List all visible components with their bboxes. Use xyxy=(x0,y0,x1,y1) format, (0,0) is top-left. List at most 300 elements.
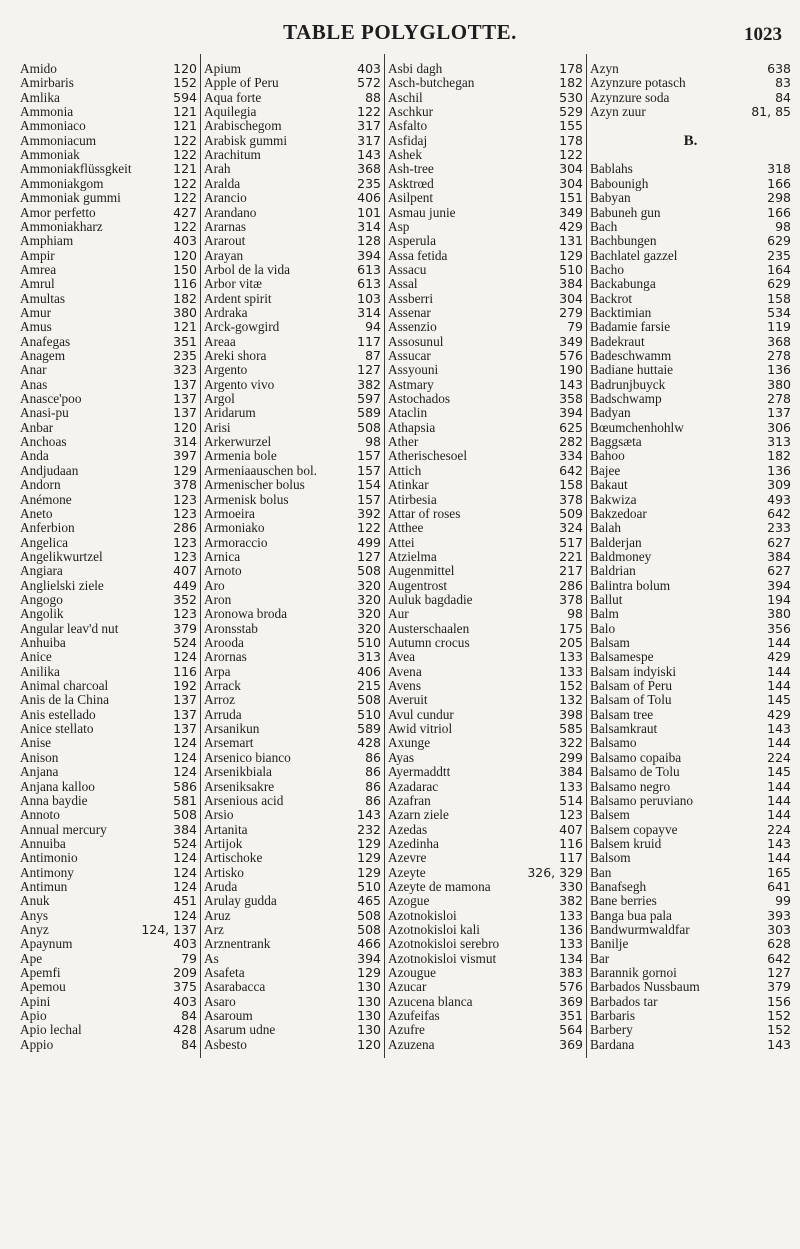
entry-term: Arbol de la vida xyxy=(204,261,291,277)
entry-term: Armeniaauschen bol. xyxy=(204,462,317,478)
entry-term: Astochados xyxy=(388,391,451,407)
entry-term: Bahoo xyxy=(590,448,625,464)
entry-page: 613 xyxy=(357,276,381,292)
index-column-2 xyxy=(200,54,384,1058)
entry-term: Arseniksakre xyxy=(204,778,275,794)
entry-term: Annual mercury xyxy=(20,821,107,837)
entry-term: Anémone xyxy=(20,491,72,507)
entry-term: Angiara xyxy=(20,563,63,579)
entry-term: Angelica xyxy=(20,534,68,550)
entry-page: 145 xyxy=(767,692,791,708)
entry-page: 394 xyxy=(559,405,583,421)
entry-term: Bar xyxy=(590,950,610,966)
entry-page: 368 xyxy=(767,333,791,349)
entry-page: 152 xyxy=(767,1022,791,1038)
entry-term: Amor perfetto xyxy=(20,204,96,220)
entry-page: 101 xyxy=(357,204,381,220)
entry-term: Balsam tree xyxy=(590,706,654,722)
entry-term: Ammoniakharz xyxy=(20,218,103,234)
entry-term: Balsamo xyxy=(590,735,637,751)
entry-page: 298 xyxy=(767,190,791,206)
entry-page: 131 xyxy=(559,233,583,249)
entry-page: 116 xyxy=(173,663,197,679)
entry-term: Ammoniakflüssgkeit xyxy=(20,161,132,177)
entry-term: Arayan xyxy=(204,247,244,263)
entry-term: Arsenikbiala xyxy=(204,764,272,780)
entry-page: 122 xyxy=(173,218,197,234)
entry-term: Badeschwamm xyxy=(590,348,672,363)
entry-page: 143 xyxy=(357,147,381,163)
entry-term: Argol xyxy=(204,391,235,407)
entry-page: 393 xyxy=(767,907,791,923)
entry-term: Azafran xyxy=(388,792,431,808)
entry-term: Attar of roses xyxy=(388,505,461,521)
entry-page: 129 xyxy=(357,835,381,851)
entry-page: 129 xyxy=(357,850,381,866)
entry-term: Azotnokisloi kali xyxy=(388,922,480,937)
entry-page: 182 xyxy=(767,448,791,464)
entry-page: 158 xyxy=(767,290,791,306)
entry-term: Avens xyxy=(388,678,421,694)
entry-term: Anbar xyxy=(20,419,54,435)
entry-page: 286 xyxy=(173,520,197,536)
entry-page: 116 xyxy=(173,276,197,292)
entry-page: 129 xyxy=(357,965,381,981)
entry-page: 351 xyxy=(559,1008,583,1024)
entry-page: 303 xyxy=(767,922,791,937)
entry-term: Ayas xyxy=(388,749,415,765)
entry-term: Aronowa broda xyxy=(204,606,288,622)
entry-term: Ammoniakgom xyxy=(20,175,104,191)
entry-term: Asmau junie xyxy=(388,204,456,220)
entry-page: 449 xyxy=(173,577,197,593)
entry-term: Atinkar xyxy=(388,477,429,493)
entry-page: 133 xyxy=(559,663,583,679)
entry-page: 642 xyxy=(559,462,583,478)
entry-page: 394 xyxy=(357,950,381,966)
entry-term: Angogo xyxy=(20,591,63,607)
entry-term: Balsem xyxy=(590,807,630,823)
entry-page: 320 xyxy=(357,606,381,622)
entry-term: Arsenious acid xyxy=(204,792,284,808)
entry-page: 407 xyxy=(559,821,583,837)
entry-term: Antimonio xyxy=(20,850,78,866)
entry-term: Aschkur xyxy=(388,104,434,120)
entry-term: Amrul xyxy=(20,276,55,292)
entry-term: Artischoke xyxy=(204,850,263,866)
entry-page: 356 xyxy=(767,620,791,636)
entry-page: 524 xyxy=(173,835,197,851)
entry-page: 122 xyxy=(173,147,197,163)
entry-page: 122 xyxy=(173,175,197,191)
entry-page: 133 xyxy=(559,778,583,794)
entry-term: Banafsegh xyxy=(590,878,647,894)
entry-term: Apemou xyxy=(20,979,66,995)
entry-page: 124, 137 xyxy=(141,922,197,937)
entry-term: Augenmittel xyxy=(388,563,455,579)
entry-page: 205 xyxy=(559,635,583,650)
entry-term: Anys xyxy=(20,907,49,923)
entry-term: Augentrost xyxy=(388,577,448,593)
entry-page: 129 xyxy=(559,247,583,263)
entry-page: 349 xyxy=(559,333,583,349)
entry-page: 123 xyxy=(559,807,583,823)
entry-term: Asperula xyxy=(388,233,436,249)
entry-page: 182 xyxy=(559,75,583,91)
entry-page: 564 xyxy=(559,1022,583,1038)
entry-page: 510 xyxy=(559,261,583,277)
entry-page: 382 xyxy=(559,893,583,909)
entry-term: Bachlatel gazzel xyxy=(590,247,678,263)
entry-page: 137 xyxy=(173,405,197,421)
entry-page: 145 xyxy=(767,764,791,780)
entry-page: 278 xyxy=(767,348,791,363)
entry-term: Anferbion xyxy=(20,520,75,536)
entry-term: Ammoniaco xyxy=(20,118,86,134)
entry-term: Ather xyxy=(388,434,419,450)
entry-page: 144 xyxy=(767,678,791,694)
entry-page: 84 xyxy=(775,89,791,105)
entry-term: Artanita xyxy=(204,821,248,837)
index-entry xyxy=(201,1035,384,1055)
entry-term: Baldmoney xyxy=(590,548,652,564)
entry-term: Azeyte de mamona xyxy=(388,878,491,894)
entry-term: Arnica xyxy=(204,548,241,564)
entry-term: Assucar xyxy=(388,348,431,363)
entry-page: 309 xyxy=(767,477,791,493)
entry-page: 116 xyxy=(559,835,583,851)
entry-term: Apemfi xyxy=(20,965,61,981)
entry-page: 209 xyxy=(173,965,197,981)
entry-term: Anar xyxy=(20,362,47,378)
page-header xyxy=(0,0,800,52)
entry-term: Assosunul xyxy=(388,333,444,349)
entry-page: 406 xyxy=(357,663,381,679)
entry-page: 166 xyxy=(767,204,791,220)
entry-term: Amphiam xyxy=(20,233,74,249)
entry-page: 383 xyxy=(559,965,583,981)
entry-page: 428 xyxy=(357,735,381,751)
entry-term: Asilpent xyxy=(388,190,434,206)
entry-page: 429 xyxy=(559,218,583,234)
entry-term: Arsio xyxy=(204,807,234,823)
entry-page: 120 xyxy=(173,247,197,263)
index-entry xyxy=(385,1035,586,1055)
entry-page: 233 xyxy=(767,520,791,536)
entry-page: 380 xyxy=(173,304,197,320)
entry-term: Babyan xyxy=(590,190,631,206)
entry-page: 154 xyxy=(357,477,381,493)
entry-term: Barbery xyxy=(590,1022,633,1038)
entry-term: Ararout xyxy=(204,233,246,249)
entry-term: Anasce'poo xyxy=(20,391,82,407)
index-column-4 xyxy=(586,54,794,1058)
entry-page: 279 xyxy=(559,304,583,320)
entry-page: 232 xyxy=(357,821,381,837)
entry-page: 157 xyxy=(357,448,381,464)
entry-page: 127 xyxy=(357,362,381,378)
entry-page: 317 xyxy=(357,132,381,148)
entry-page: 143 xyxy=(767,721,791,737)
entry-page: 157 xyxy=(357,462,381,478)
entry-page: 509 xyxy=(559,505,583,521)
entry-term: Antimony xyxy=(20,864,74,880)
entry-term: Argento vivo xyxy=(204,376,275,392)
entry-term: Aruda xyxy=(204,878,238,894)
entry-term: Anise xyxy=(20,735,52,751)
entry-term: Atthee xyxy=(388,520,424,536)
entry-page: 120 xyxy=(173,61,197,76)
entry-page: 384 xyxy=(173,821,197,837)
entry-page: 83 xyxy=(775,75,791,91)
entry-page: 157 xyxy=(357,491,381,507)
entry-term: Balsam of Peru xyxy=(590,678,672,694)
entry-page: 403 xyxy=(173,936,197,952)
entry-page: 428 xyxy=(173,1022,197,1038)
entry-term: Armenia bole xyxy=(204,448,277,464)
entry-page: 586 xyxy=(173,778,197,794)
entry-page: 322 xyxy=(559,735,583,751)
entry-page: 84 xyxy=(181,1008,197,1024)
entry-page: 123 xyxy=(173,505,197,521)
entry-term: Arisi xyxy=(204,419,231,435)
index-entry xyxy=(587,1035,794,1055)
entry-page: 164 xyxy=(767,261,791,277)
entry-page: 398 xyxy=(559,706,583,722)
entry-term: Asktrœd xyxy=(388,175,434,191)
entry-term: Astmary xyxy=(388,376,434,392)
entry-term: Arancio xyxy=(204,190,247,206)
entry-term: Balsamkraut xyxy=(590,721,658,737)
entry-term: Balo xyxy=(590,620,616,636)
entry-page: 120 xyxy=(173,419,197,435)
entry-page: 589 xyxy=(357,721,381,737)
entry-term: Asfalto xyxy=(388,118,428,134)
entry-page: 178 xyxy=(559,61,583,76)
entry-page: 314 xyxy=(173,434,197,450)
entry-term: Balah xyxy=(590,520,622,536)
entry-term: Amlika xyxy=(20,89,60,105)
entry-term: Balsamo de Tolu xyxy=(590,764,680,780)
entry-page: 152 xyxy=(767,1008,791,1024)
entry-page: 406 xyxy=(357,190,381,206)
entry-page: 403 xyxy=(173,233,197,249)
entry-term: Arornas xyxy=(204,649,247,665)
entry-page: 314 xyxy=(357,218,381,234)
entry-term: Azarn ziele xyxy=(388,807,449,823)
entry-term: Asp xyxy=(388,218,410,234)
entry-term: Anilika xyxy=(20,663,60,679)
entry-page: 130 xyxy=(357,1022,381,1038)
entry-term: Babounigh xyxy=(590,175,649,191)
entry-term: Antimun xyxy=(20,878,68,894)
entry-page: 320 xyxy=(357,577,381,593)
entry-term: Bach xyxy=(590,218,618,234)
entry-term: Areaa xyxy=(204,333,236,349)
entry-page: 282 xyxy=(559,434,583,450)
entry-term: Angular leav'd nut xyxy=(20,620,119,636)
entry-page: 224 xyxy=(767,821,791,837)
entry-page: 306 xyxy=(767,419,791,435)
entry-page: 392 xyxy=(357,505,381,521)
entry-term: Anis estellado xyxy=(20,706,96,722)
entry-page: 127 xyxy=(767,965,791,981)
entry-page: 123 xyxy=(173,606,197,622)
entry-page: 625 xyxy=(559,419,583,435)
entry-page: 326, 329 xyxy=(527,864,583,880)
entry-page: 144 xyxy=(767,807,791,823)
entry-page: 382 xyxy=(357,376,381,392)
entry-page: 510 xyxy=(357,635,381,650)
entry-term: Anna baydie xyxy=(20,792,88,808)
entry-term: Azufeifas xyxy=(388,1008,440,1024)
entry-page: 122 xyxy=(357,520,381,536)
entry-page: 517 xyxy=(559,534,583,550)
entry-term: Ammoniak gummi xyxy=(20,190,121,206)
entry-term: Arnoto xyxy=(204,563,242,579)
entry-page: 508 xyxy=(357,907,381,923)
entry-term: Balsem copayve xyxy=(590,821,678,837)
entry-page: 508 xyxy=(357,419,381,435)
entry-page: 585 xyxy=(559,721,583,737)
entry-term: Areki shora xyxy=(204,348,267,363)
index-table xyxy=(20,54,798,1058)
entry-page: 151 xyxy=(559,190,583,206)
entry-term: Azuzena xyxy=(388,1036,435,1052)
entry-term: Banga bua pala xyxy=(590,907,672,923)
entry-term: Barbaris xyxy=(590,1008,636,1024)
entry-page: 221 xyxy=(559,548,583,564)
entry-term: Asaroum xyxy=(204,1008,253,1024)
entry-page: 86 xyxy=(365,749,381,765)
entry-page: 320 xyxy=(357,620,381,636)
entry-term: Aralda xyxy=(204,175,241,191)
entry-term: Azogue xyxy=(388,893,430,909)
entry-term: Azotnokisloi serebro xyxy=(388,936,500,952)
entry-page: 313 xyxy=(357,649,381,665)
entry-term: Arrack xyxy=(204,678,241,694)
entry-term: Balsam indyiski xyxy=(590,663,677,679)
entry-term: Apio xyxy=(20,1008,47,1024)
entry-page: 304 xyxy=(559,161,583,177)
entry-page: 318 xyxy=(767,161,791,177)
entry-page: 120 xyxy=(357,1036,381,1052)
entry-page: 94 xyxy=(365,319,381,335)
entry-page: 628 xyxy=(767,936,791,952)
entry-page: 122 xyxy=(357,104,381,120)
entry-page: 508 xyxy=(357,692,381,708)
entry-page: 136 xyxy=(767,362,791,378)
entry-term: Balsom xyxy=(590,850,631,866)
entry-term: Balsamespe xyxy=(590,649,654,665)
entry-page: 124 xyxy=(173,864,197,880)
entry-term: Bane berries xyxy=(590,893,657,909)
entry-page: 133 xyxy=(559,907,583,923)
entry-term: Apini xyxy=(20,993,51,1009)
entry-page: 122 xyxy=(559,147,583,163)
entry-page: 194 xyxy=(767,591,791,607)
entry-term: Azynzure potasch xyxy=(590,75,686,91)
entry-term: Azynzure soda xyxy=(590,89,670,105)
entry-term: Arooda xyxy=(204,635,244,650)
index-entry xyxy=(20,1035,200,1055)
entry-page: 129 xyxy=(357,864,381,880)
entry-term: As xyxy=(204,950,219,966)
entry-page: 597 xyxy=(357,391,381,407)
entry-page: 403 xyxy=(357,61,381,76)
entry-page: 217 xyxy=(559,563,583,579)
entry-term: Aruz xyxy=(204,907,231,923)
index-column-3 xyxy=(384,54,586,1058)
entry-page: 133 xyxy=(559,936,583,952)
entry-page: 524 xyxy=(173,635,197,650)
entry-page: 98 xyxy=(775,218,791,234)
entry-page: 117 xyxy=(559,850,583,866)
entry-term: Armenischer bolus xyxy=(204,477,305,493)
entry-term: Anjana xyxy=(20,764,59,780)
entry-term: Austerschaalen xyxy=(388,620,470,636)
entry-page: 98 xyxy=(567,606,583,622)
entry-page: 190 xyxy=(559,362,583,378)
entry-term: Awid vitriol xyxy=(388,721,453,737)
entry-page: 84 xyxy=(181,1036,197,1052)
entry-term: Asfidaj xyxy=(388,132,428,148)
entry-page: 137 xyxy=(173,706,197,722)
entry-term: Apaynum xyxy=(20,936,73,952)
entry-term: Anagem xyxy=(20,348,66,363)
entry-term: Arruda xyxy=(204,706,242,722)
entry-page: 323 xyxy=(173,362,197,378)
entry-page: 576 xyxy=(559,348,583,363)
entry-term: Azufre xyxy=(388,1022,425,1038)
entry-term: Arsenico bianco xyxy=(204,749,291,765)
entry-page: 427 xyxy=(173,204,197,220)
entry-term: Assenar xyxy=(388,304,431,320)
entry-page: 123 xyxy=(173,534,197,550)
entry-page: 123 xyxy=(173,548,197,564)
entry-term: Angelikwurtzel xyxy=(20,548,103,564)
entry-term: Bardana xyxy=(590,1036,635,1052)
entry-term: Asafeta xyxy=(204,965,245,981)
entry-term: Andorn xyxy=(20,477,61,493)
entry-term: Baldrian xyxy=(590,563,636,579)
entry-page: 235 xyxy=(767,247,791,263)
entry-page: 235 xyxy=(173,348,197,363)
entry-page: 121 xyxy=(173,104,197,120)
entry-page: 278 xyxy=(767,391,791,407)
entry-term: Balderjan xyxy=(590,534,642,550)
entry-term: Auluk bagdadie xyxy=(388,591,473,607)
entry-page: 143 xyxy=(357,807,381,823)
entry-term: Aqua forte xyxy=(204,89,262,105)
entry-page: 508 xyxy=(357,922,381,937)
entry-term: Ban xyxy=(590,864,612,880)
entry-page: 144 xyxy=(767,663,791,679)
entry-term: Anice xyxy=(20,649,52,665)
entry-term: Assenzio xyxy=(388,319,437,335)
entry-term: Ardraka xyxy=(204,304,248,320)
entry-term: Amus xyxy=(20,319,52,335)
entry-term: Appio xyxy=(20,1036,54,1052)
entry-page: 182 xyxy=(173,290,197,306)
entry-term: Azyn xyxy=(590,61,619,76)
entry-page: 127 xyxy=(357,548,381,564)
entry-term: Ammoniacum xyxy=(20,132,97,148)
entry-page: 358 xyxy=(559,391,583,407)
entry-term: Ardent spirit xyxy=(204,290,272,306)
entry-page: 465 xyxy=(357,893,381,909)
entry-term: Arsemart xyxy=(204,735,254,751)
